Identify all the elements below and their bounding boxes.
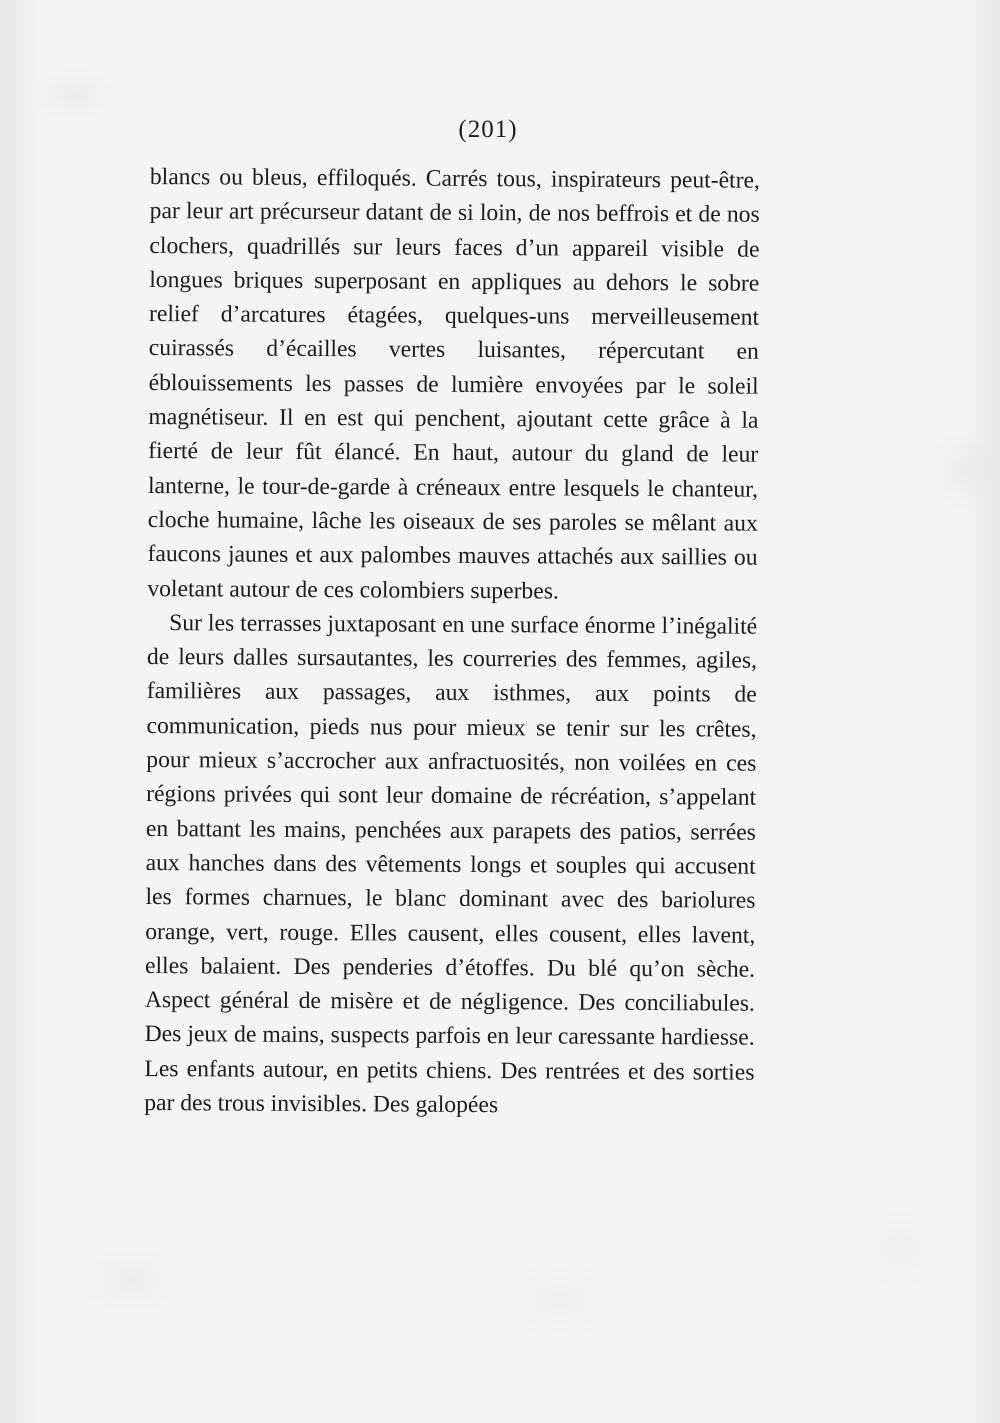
page-number: (201) xyxy=(458,116,518,143)
body-text xyxy=(144,160,760,1124)
paragraph-2: Sur les terrasses juxtaposant en une surface énorme l’inégalité de leurs dalles sursautantes, les courreries des femmes, agiles, familières aux passages, aux isthmes, aux points de communication, pieds nus pour mieux se tenir sur les crêtes, pour mieux s’accrocher aux anfractuosités, non voilées en ces régions privées qui sont leur domaine de récréation, s’appelant en battant les mains, penchées aux parapets des patios, serrées aux hanches dans des vêtements longs et souples qui accusent les formes charnues, le blanc dominant avec des bariolures orange, vert, rouge. Elles causent, elles cousent, elles lavent, elles balaient. Des penderies d’étoffes. Du blé qu’on sèche. Aspect général de misère et de négligence. Des conciliabules. Des jeux de mains, suspects parfois en leur caressante hardiesse. Les enfants autour, en petits chiens. Des rentrées et des sorties par des trous invisibles. Des galopées xyxy=(144,609,758,1119)
paragraph-1: blancs ou bleus, effiloqués. Carrés tous, inspirateurs peut-être, par leur art précurseur datant de si loin, de nos beffrois et de nos clochers, quadrillés sur leurs faces d’un appareil visible de longues briques superposant en appliques au dehors le sobre relief d’arcatures étagées, quelques-uns merveilleusement cuirassés d’écailles vertes luisantes, répercutant en éblouissements les passes de lumière envoyées par le soleil magnétiseur. Il en est qui penchent, ajoutant cette grâce à la fierté de leur fût élancé. En haut, autour du gland de leur lanterne, le tour-de-garde à créneaux entre lesquels le chanteur, cloche humaine, lâche les oiseaux de ses paroles se mêlant aux faucons jaunes et aux palombes mauves attachés aux saillies ou voletant autour de ces colombiers superbes. xyxy=(147,163,760,605)
